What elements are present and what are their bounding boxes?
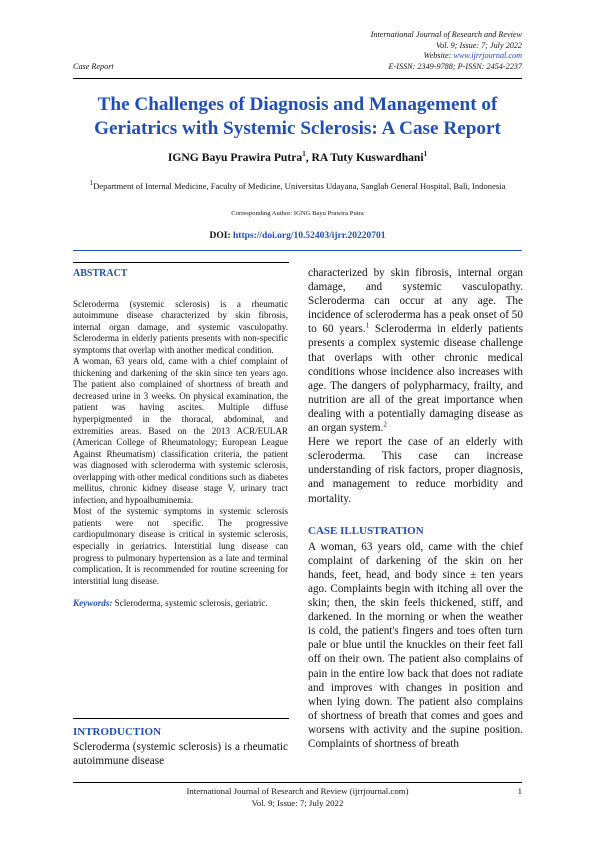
introduction-heading: INTRODUCTION	[73, 726, 162, 738]
footer	[73, 786, 522, 809]
intro-paragraph-2: Here we report the case of an elderly with scleroderma. This case can increase understanding of risk factors, proper diagnosis, and management to reduce morbidity and mortality.	[308, 436, 523, 505]
doi-link[interactable]: https://doi.org/10.52403/ijrr.20220701	[233, 231, 386, 241]
author-1-affil: 1	[302, 150, 306, 159]
right-column	[308, 266, 523, 751]
author-separator: ,	[305, 151, 312, 164]
author-2: RA Tuty Kuswardhani	[311, 151, 424, 164]
footer-volume: Vol. 9; Issue: 7; July 2022	[251, 797, 344, 808]
citation-1: 1	[365, 321, 370, 330]
intro-paragraph-1	[308, 266, 523, 435]
abstract-bottom-rule	[73, 718, 289, 719]
author-1: IGNG Bayu Prawira Putra	[167, 151, 303, 164]
abstract-section	[73, 268, 288, 610]
abstract-heading: ABSTRACT	[73, 268, 128, 279]
doi-label: DOI:	[209, 231, 234, 241]
journal-volume: Vol. 9; Issue: 7; July 2022	[436, 40, 522, 50]
journal-website	[222, 51, 522, 62]
author-list	[73, 151, 522, 165]
doi	[73, 231, 522, 241]
case-heading: CASE ILLUSTRATION	[308, 524, 424, 537]
header-divider	[73, 78, 522, 79]
abstract-top-rule	[73, 262, 289, 263]
abstract-paragraph-2: A woman, 63 years old, came with a chief complaint of thickening and darkening of the skin since ten years ago. The patient also complained of shortness of breath and decreased urine in 3 weeks. On physical examination, the patient was having ascites. Multiple diffuse hyperpigmented in the thoracal, abdominal, and extremities areas. Based on the 2013 ACR/EULAR (American College of Rheumatology; European League Against Rheumatism) classification criteria, the patient was diagnosed with scleroderma with systemic sclerosis, overlapping with other medical conditions such as diabetes mellitus, chronic kidney disease stage V, urinary tract infection, and hypoalbuminemia.	[73, 356, 288, 505]
title-divider	[73, 250, 522, 251]
introduction-text: Scleroderma (systemic sclerosis) is a rheumatic autoimmune disease	[73, 741, 288, 767]
citation-2: 2	[383, 420, 387, 429]
author-2-affil: 1	[423, 150, 428, 159]
paper-title: The Challenges of Diagnosis and Management of Geriatrics with Systemic Sclerosis: A Case Report	[94, 94, 501, 139]
corresponding-author: Corresponding Author: IGNG Bayu Prawira Putra	[231, 210, 364, 217]
page-number: 1	[517, 786, 522, 796]
journal-issn: E-ISSN: 2349-9788; P-ISSN: 2454-2237	[388, 61, 522, 71]
abstract-paragraph-3: Most of the systemic symptoms in systemic sclerosis patients were not specific. The progressive cardiopulmonary disease is critical in systemic sclerosis, especially in geriatrics. Interstitial lung disease can progress to pulmonary hypertension as a late and terminal complication. It is recommended for routine screening for interstitial lung disease.	[73, 506, 288, 586]
website-link[interactable]: www.ijrrjournal.com	[453, 51, 522, 61]
keywords-text: Scleroderma, systemic sclerosis, geriatric.	[112, 598, 268, 609]
affiliation	[73, 181, 522, 193]
footer-divider	[73, 782, 522, 783]
affiliation-text: Department of Internal Medicine, Faculty of Medicine, Universitas Udayana, Sanglah General Hospital, Bali, Indonesia	[93, 181, 506, 191]
article-type: Case Report	[73, 62, 114, 71]
journal-name: International Journal of Research and Review	[370, 30, 522, 39]
intro-text-a: characterized by skin fibrosis, internal organ damage, and systemic vasculopathy. Scleroderma can occur at any age. The incidence of scleroderma has a peak onset of 50 to 60 years.	[308, 267, 523, 336]
abstract-paragraph-1: Scleroderma (systemic sclerosis) is a rheumatic autoimmune disease characterized by skin fibrosis, internal organ damage, and systemic vasculopathy. Scleroderma in elderly patients presents with non-specific symptoms that overlap with another medical condition.	[73, 298, 288, 355]
case-text: A woman, 63 years old, came with the chief complaint of darkening of the skin on her hands, feet, head, and body since ± ten years ago. Complaints begin with itching all over the skin; then, the skin feels thickened, stiff, and darkened. In the morning or when the weather is cold, the patient's fingers and toes often turn pale or blue until the knuckles on their feet fall off on their own. The patient also complains of pain in the entire low back that does not radiate and improves with changes in position and when lying down. The patient also complains of shortness of breath that comes and goes and worsens with activity and the supine position. Complaints of shortness of breath	[308, 540, 523, 750]
website-label: Website:	[423, 51, 454, 61]
footer-journal: International Journal of Research and Review (ijrrjournal.com)	[186, 786, 409, 796]
keywords	[73, 598, 288, 610]
intro-text-b: Scleroderma in elderly patients presents a complex systemic disease challenge that overlaps with other chronic medical conditions whose incidence also increases with age. The dangers of polypharmacy, frailty, and nutrition are all of the great importance when dealing with a potentially damaging disease as an organ system.	[308, 323, 524, 435]
journal-header	[222, 30, 522, 72]
affiliation-mark: 1	[89, 179, 94, 188]
keywords-label: Keywords:	[73, 598, 113, 609]
